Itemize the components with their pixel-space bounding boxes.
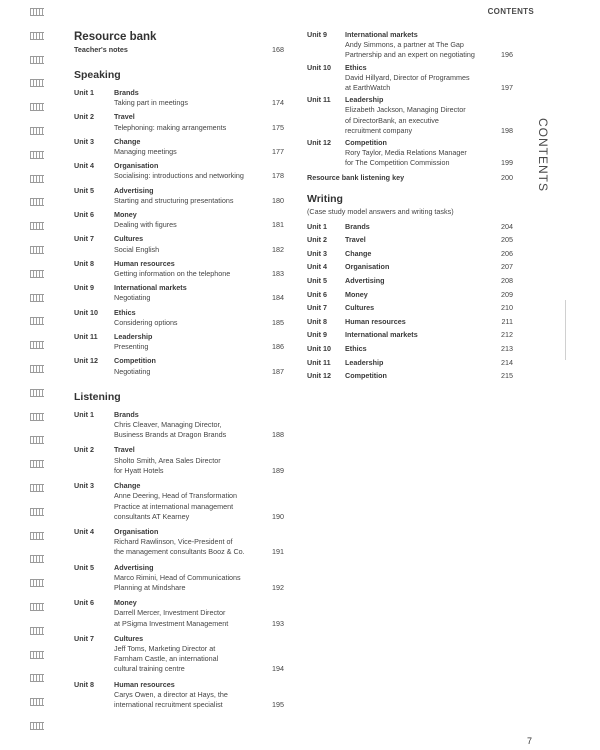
unit-label: Unit 11 <box>74 332 98 342</box>
right-column <box>307 30 513 385</box>
entry-title: International markets <box>114 283 187 293</box>
toc-entry[interactable] <box>307 63 513 94</box>
entry-title: Brands <box>114 409 139 419</box>
entry-description: Taking part in meetings <box>114 98 188 108</box>
entry-title: Cultures <box>345 303 375 313</box>
spine-ring <box>30 8 44 16</box>
spine-ring <box>30 603 44 611</box>
spine-ring <box>30 127 44 135</box>
writing-row[interactable] <box>307 290 513 304</box>
entry-title: Change <box>114 136 141 146</box>
writing-row[interactable] <box>307 371 513 385</box>
spine-ring <box>30 532 44 540</box>
entry-description: Negotiating <box>114 366 151 376</box>
running-header: CONTENTS <box>487 7 534 16</box>
entry-body <box>114 186 260 206</box>
page-ref: 182 <box>272 244 284 254</box>
page-ref: 204 <box>501 221 513 231</box>
entry-title: Organisation <box>114 161 159 171</box>
page-ref: 189 <box>272 465 284 475</box>
unit-label: Unit 9 <box>74 283 94 293</box>
toc-entry[interactable] <box>74 234 284 254</box>
entry-body <box>114 356 260 376</box>
toc-entry[interactable] <box>74 259 284 279</box>
entry-description: Andy Simmons, a partner at The Gap Partnership and an expert on negotiating <box>345 40 475 60</box>
page-ref: 187 <box>272 366 284 376</box>
page-ref: 191 <box>272 547 284 557</box>
entry-description: Richard Rawlinson, Vice-President of the management consultants Booz & Co. <box>114 537 245 557</box>
page-ref: 184 <box>272 293 284 303</box>
toc-entry[interactable] <box>74 308 284 328</box>
page-ref: 174 <box>272 98 284 108</box>
entry-description: Darrell Mercer, Investment Director at PSigma Investment Management <box>114 608 229 628</box>
listening-heading: Listening <box>74 390 121 403</box>
page-ref: 185 <box>272 317 284 327</box>
toc-entry[interactable] <box>74 283 284 303</box>
page-ref: 212 <box>501 330 513 340</box>
page-ref: 186 <box>272 342 284 352</box>
spine-ring <box>30 555 44 563</box>
entry-title: Human resources <box>345 316 406 326</box>
entry-title: Competition <box>345 138 387 148</box>
entry-description: Marco Rimini, Head of Communications Planning at Mindshare <box>114 572 241 592</box>
unit-label: Unit 9 <box>307 30 327 39</box>
toc-entry[interactable] <box>74 481 284 522</box>
entry-body <box>114 283 260 303</box>
unit-label: Unit 9 <box>307 330 327 340</box>
speaking-heading: Speaking <box>74 69 121 81</box>
spine-ring <box>30 436 44 444</box>
entry-body <box>114 332 260 352</box>
unit-label: Unit 6 <box>307 289 327 299</box>
spine-ring <box>30 651 44 659</box>
entry-title: Competition <box>114 356 156 366</box>
spine-ring <box>30 722 44 730</box>
writing-row[interactable] <box>307 303 513 317</box>
entry-title: Money <box>345 289 368 299</box>
entry-body <box>114 137 260 157</box>
spine-ring <box>30 56 44 64</box>
unit-label: Unit 6 <box>74 210 94 220</box>
unit-label: Unit 3 <box>74 481 94 491</box>
unit-label: Unit 8 <box>74 258 94 268</box>
teachers-notes-label: Teacher's notes <box>74 45 128 54</box>
entry-title: International markets <box>345 330 418 340</box>
entry-description: David Hillyard, Director of Programmes at EarthWatch <box>345 72 470 93</box>
toc-entry[interactable] <box>74 161 284 181</box>
entry-title: Leadership <box>114 332 153 342</box>
entry-description: Social English <box>114 244 160 254</box>
margin-rule <box>565 300 566 360</box>
toc-entry[interactable] <box>74 112 284 132</box>
unit-label: Unit 8 <box>307 316 327 326</box>
entry-title: Brands <box>345 221 370 231</box>
page-ref: 211 <box>501 316 513 326</box>
writing-row[interactable] <box>307 317 513 331</box>
toc-entry[interactable] <box>307 138 513 169</box>
toc-entry[interactable] <box>74 332 284 352</box>
page-ref: 213 <box>501 343 513 353</box>
page-ref: 181 <box>272 220 284 230</box>
unit-label: Unit 4 <box>74 526 94 536</box>
entry-title: Travel <box>345 235 366 245</box>
unit-label: Unit 1 <box>74 409 94 419</box>
entry-body <box>345 30 491 61</box>
unit-label: Unit 5 <box>307 276 327 286</box>
entry-body <box>114 161 260 181</box>
entry-body <box>345 63 491 94</box>
page-ref: 209 <box>501 289 513 299</box>
entry-title: Advertising <box>345 276 385 286</box>
listening-key-page: 200 <box>501 172 513 182</box>
toc-entry[interactable] <box>74 634 284 675</box>
entry-description: Presenting <box>114 342 149 352</box>
entry-body <box>114 634 260 675</box>
unit-label: Unit 11 <box>307 95 331 105</box>
spine-ring <box>30 151 44 159</box>
resource-bank-title: Resource bank <box>74 31 157 43</box>
toc-entry[interactable] <box>74 598 284 629</box>
entry-title: Cultures <box>114 633 144 643</box>
page-ref: 188 <box>272 430 284 440</box>
page-ref: 196 <box>501 50 513 60</box>
unit-label: Unit 2 <box>307 235 327 245</box>
toc-entry[interactable] <box>74 137 284 157</box>
toc-entry[interactable] <box>74 356 284 376</box>
unit-label: Unit 7 <box>74 234 94 244</box>
page-ref: 198 <box>501 125 513 135</box>
entry-body <box>114 410 260 441</box>
unit-label: Unit 12 <box>307 371 331 381</box>
page-ref: 197 <box>501 83 513 92</box>
listening-list <box>74 410 284 710</box>
entry-title: Leadership <box>345 95 384 105</box>
toc-entry[interactable] <box>74 410 284 441</box>
page-ref: 194 <box>272 664 284 674</box>
entry-title: Advertising <box>114 185 154 195</box>
spine-ring <box>30 246 44 254</box>
page-ref: 208 <box>501 276 513 286</box>
entry-description: Getting information on the telephone <box>114 269 231 279</box>
entry-body <box>114 112 260 132</box>
entry-body <box>345 95 491 136</box>
listening-key-row[interactable] <box>307 173 513 183</box>
entry-title: International markets <box>345 30 418 39</box>
entry-body <box>114 259 260 279</box>
entry-title: Travel <box>114 112 135 122</box>
entry-title: Money <box>114 598 137 608</box>
spine-ring <box>30 103 44 111</box>
spine-ring <box>30 294 44 302</box>
unit-label: Unit 10 <box>74 307 98 317</box>
spine-ring <box>30 389 44 397</box>
unit-label: Unit 12 <box>74 356 98 366</box>
entry-description: Elizabeth Jackson, Managing Director of DirectorBank, an executive recruitment company <box>345 105 466 135</box>
page-ref: 190 <box>272 511 284 521</box>
entry-description: Starting and structuring presentations <box>114 195 234 205</box>
writing-row[interactable] <box>307 344 513 358</box>
page-ref: 195 <box>272 699 284 709</box>
spine-ring <box>30 460 44 468</box>
entry-description: Negotiating <box>114 293 151 303</box>
teachers-notes-row[interactable] <box>74 45 284 55</box>
unit-label: Unit 4 <box>74 161 94 171</box>
page-ref: 177 <box>272 147 284 156</box>
toc-entry[interactable] <box>74 186 284 206</box>
unit-label: Unit 7 <box>74 633 94 643</box>
page-ref: 199 <box>501 158 513 168</box>
unit-label: Unit 4 <box>307 262 327 272</box>
spine-ring <box>30 579 44 587</box>
teachers-notes-page: 168 <box>272 45 284 54</box>
listening-key-label: Resource bank listening key <box>307 172 405 182</box>
entry-title: Organisation <box>345 262 390 272</box>
unit-label: Unit 11 <box>307 357 331 367</box>
spine-ring <box>30 508 44 516</box>
unit-label: Unit 3 <box>307 248 327 258</box>
entry-body <box>345 138 491 169</box>
writing-heading: Writing <box>307 192 343 205</box>
spine-ring <box>30 627 44 635</box>
entry-title: Human resources <box>114 679 175 689</box>
spine-ring <box>30 32 44 40</box>
entry-body <box>114 527 260 558</box>
unit-label: Unit 1 <box>307 221 327 231</box>
writing-row[interactable] <box>307 222 513 236</box>
page-ref: 215 <box>501 371 513 381</box>
writing-row[interactable] <box>307 358 513 372</box>
unit-label: Unit 3 <box>74 136 94 146</box>
entry-title: Ethics <box>345 62 367 72</box>
writing-row[interactable] <box>307 262 513 276</box>
entry-body <box>114 598 260 629</box>
unit-label: Unit 10 <box>307 62 331 72</box>
entry-title: Brands <box>114 88 139 97</box>
writing-list <box>307 222 513 385</box>
page-ref: 214 <box>501 357 513 367</box>
page-ref: 210 <box>501 303 513 313</box>
unit-label: Unit 12 <box>307 138 331 148</box>
entry-description: Considering options <box>114 317 178 327</box>
entry-description: Anne Deering, Head of Transformation Practice at international management consultants AT Kearney <box>114 491 238 521</box>
toc-entry[interactable] <box>74 88 284 108</box>
writing-row[interactable] <box>307 276 513 290</box>
page-ref: 193 <box>272 618 284 628</box>
toc-entry[interactable] <box>74 680 284 711</box>
spine-ring <box>30 198 44 206</box>
entry-description: Chris Cleaver, Managing Director, Business Brands at Dragon Brands <box>114 420 227 440</box>
entry-description: Telephoning: making arrangements <box>114 122 227 132</box>
entry-body <box>114 563 260 594</box>
spine-ring <box>30 270 44 278</box>
entry-title: Change <box>114 481 141 491</box>
writing-subtitle: (Case study model answers and writing tasks) <box>307 206 454 216</box>
entry-description: Rory Taylor, Media Relations Manager for The Competition Commission <box>345 148 467 168</box>
entry-description: Dealing with figures <box>114 220 177 230</box>
unit-label: Unit 7 <box>307 303 327 313</box>
page-ref: 205 <box>501 235 513 245</box>
entry-title: Travel <box>114 445 135 455</box>
speaking-list <box>74 88 284 377</box>
entry-description: Managing meetings <box>114 147 177 157</box>
spine-ring <box>30 365 44 373</box>
toc-entry[interactable] <box>307 30 513 61</box>
entry-title: Cultures <box>114 234 144 244</box>
writing-row[interactable] <box>307 330 513 344</box>
page-ref: 192 <box>272 582 284 592</box>
unit-label: Unit 5 <box>74 562 94 572</box>
entry-description: Socialising: introductions and networking <box>114 171 244 181</box>
entry-title: Change <box>345 248 372 258</box>
spine-ring <box>30 413 44 421</box>
toc-entry[interactable] <box>74 563 284 594</box>
toc-entry[interactable] <box>74 210 284 230</box>
entry-title: Competition <box>345 371 387 381</box>
page-number: 7 <box>527 736 533 746</box>
entry-body <box>114 88 260 108</box>
entry-title: Ethics <box>345 343 367 353</box>
page-ref: 178 <box>272 171 284 181</box>
spine-ring <box>30 222 44 230</box>
binding-spine <box>30 0 46 750</box>
page-ref: 206 <box>501 248 513 258</box>
toc-entry[interactable] <box>74 527 284 558</box>
entry-body <box>114 481 260 522</box>
unit-label: Unit 8 <box>74 679 94 689</box>
entry-body <box>114 445 260 476</box>
unit-label: Unit 2 <box>74 112 94 122</box>
writing-row[interactable] <box>307 249 513 263</box>
entry-body <box>114 308 260 328</box>
spine-ring <box>30 317 44 325</box>
spine-ring <box>30 341 44 349</box>
entry-description: Jeff Toms, Marketing Director at Farnham Castle, an international cultural training centre <box>114 643 219 674</box>
vertical-section-tab: CONTENTS <box>536 118 550 192</box>
listening-cont-list <box>307 30 513 169</box>
entry-title: Advertising <box>114 562 154 572</box>
entry-title: Human resources <box>114 258 175 268</box>
entry-title: Leadership <box>345 357 384 367</box>
unit-label: Unit 10 <box>307 343 331 353</box>
entry-description: Carys Owen, a director at Hays, the international recruitment specialist <box>114 689 228 709</box>
unit-label: Unit 2 <box>74 445 94 455</box>
left-column <box>74 30 284 715</box>
entry-title: Organisation <box>114 526 159 536</box>
entry-body <box>114 680 260 711</box>
unit-label: Unit 6 <box>74 598 94 608</box>
page-ref: 175 <box>272 122 284 132</box>
spine-ring <box>30 674 44 682</box>
page-ref: 207 <box>501 262 513 272</box>
page-ref: 183 <box>272 269 284 279</box>
spine-ring <box>30 175 44 183</box>
writing-row[interactable] <box>307 235 513 249</box>
unit-label: Unit 5 <box>74 185 94 195</box>
spine-ring <box>30 79 44 87</box>
spine-ring <box>30 484 44 492</box>
entry-title: Ethics <box>114 307 136 317</box>
entry-description: Sholto Smith, Area Sales Director for Hyatt Hotels <box>114 455 221 475</box>
unit-label: Unit 1 <box>74 88 94 97</box>
page-ref: 180 <box>272 195 284 205</box>
toc-entry[interactable] <box>74 445 284 476</box>
entry-body <box>114 234 260 254</box>
entry-title: Money <box>114 210 137 220</box>
entry-body <box>114 210 260 230</box>
toc-entry[interactable] <box>307 95 513 136</box>
spine-ring <box>30 698 44 706</box>
